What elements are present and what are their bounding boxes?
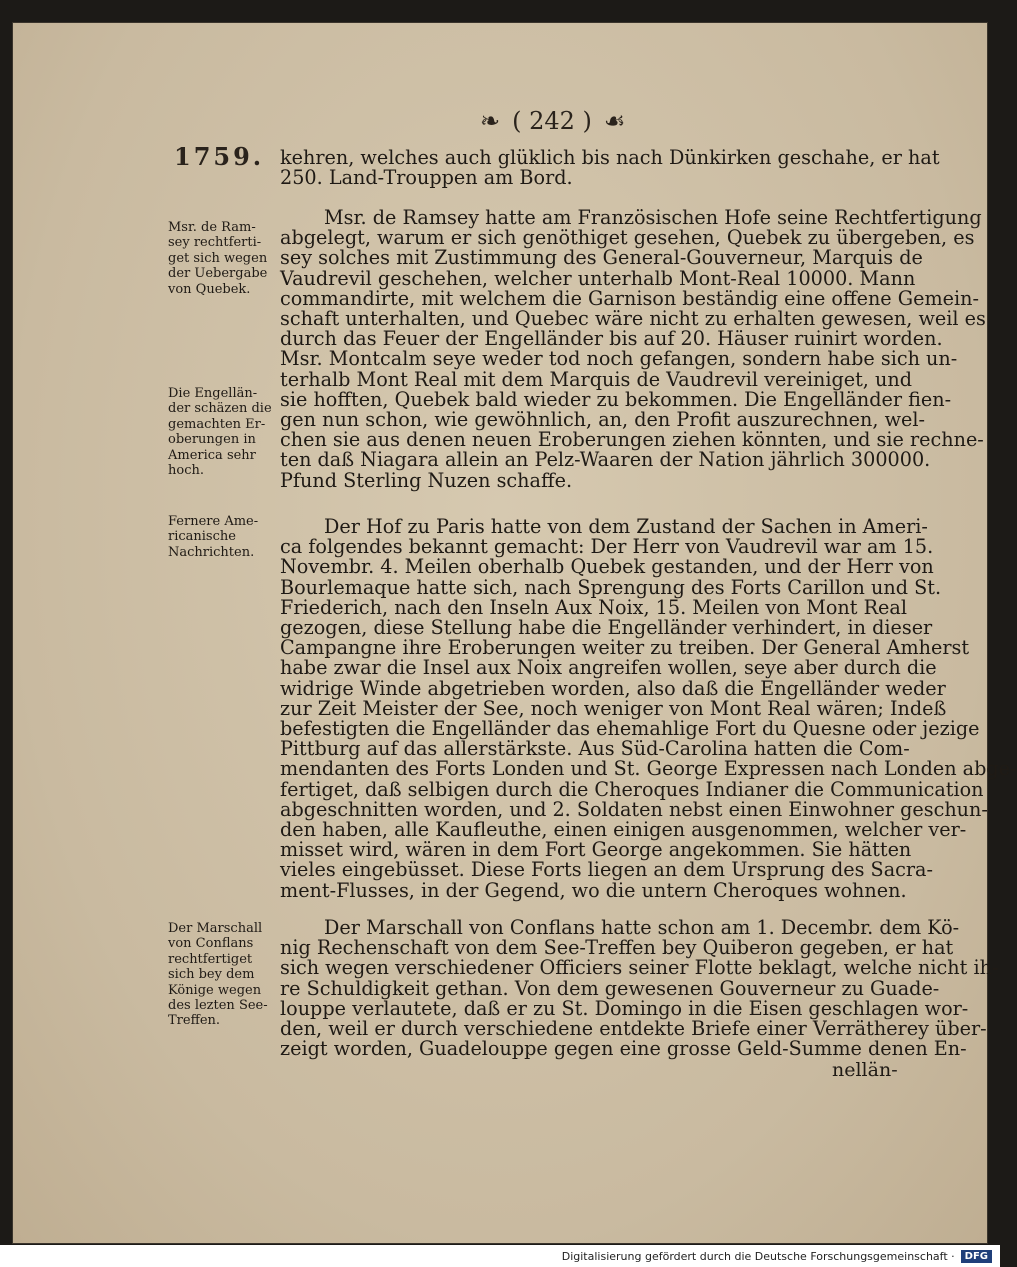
margin-line: ricanische xyxy=(168,529,236,545)
text-line: Campangne ihre Eroberungen weiter zu treiben. Der General Amherst xyxy=(280,636,970,660)
paragraph-continuation xyxy=(280,146,940,190)
text-line: 250. Land-Trouppen am Bord. xyxy=(280,166,573,190)
margin-line: Msr. de Ram- xyxy=(168,220,256,235)
margin-note-ramsey xyxy=(168,220,280,297)
margin-line: der schäzen die xyxy=(168,401,272,417)
text-line: nig Rechenschaft von dem See-Treffen bey Quiberon gegeben, er hat xyxy=(280,936,954,960)
text-line: Friederich, nach den Inseln Aux Noix, 15. Meilen von Mont Real xyxy=(280,595,907,619)
text-line: kehren, welches auch glüklich bis nach Dünkirken geschahe, er hat xyxy=(280,146,940,169)
text-line: zeigt worden, Guadelouppe gegen eine grosse Geld-Summe denen En- xyxy=(280,1037,967,1061)
fleuron-left-icon: ❧ xyxy=(480,107,501,135)
text-line: Der Hof zu Paris hatte von dem Zustand der Sachen in Ameri- xyxy=(324,515,928,538)
text-line: mendanten des Forts Londen und St. George Expressen nach Londen abge- xyxy=(280,757,1017,781)
margin-line: von Quebek. xyxy=(168,281,251,297)
dfg-logo: DFG xyxy=(961,1250,992,1263)
text-line: sey solches mit Zustimmung des General-Gouverneur, Marquis de xyxy=(280,246,923,270)
text-line: terhalb Mont Real mit dem Marquis de Vaudrevil vereiniget, und xyxy=(280,367,912,391)
margin-line: sey rechtferti- xyxy=(168,235,262,251)
margin-line: rechtfertiget xyxy=(168,951,253,967)
paragraph-america xyxy=(280,515,1017,902)
text-line: befestigten die Engelländer das ehemahlige Fort du Quesne oder jezige xyxy=(280,717,980,741)
text-line: habe zwar die Insel aux Noix angreifen wollen, seye aber durch die xyxy=(280,656,937,680)
text-line: durch das Feuer der Engelländer bis auf 20. Häuser ruinirt worden. xyxy=(280,327,943,351)
text-line: widrige Winde abgetrieben worden, also daß die Engelländer weder xyxy=(280,676,946,700)
margin-line: Nachrichten. xyxy=(168,544,255,560)
text-line: schaft unterhalten, und Quebec wäre nicht zu erhalten gewesen, weil es xyxy=(280,307,986,331)
text-line: ca folgendes bekannt gemacht: Der Herr von Vaudrevil war am 15. xyxy=(280,535,934,559)
text-line: gezogen, diese Stellung habe die Engelländer verhindert, in dieser xyxy=(280,616,933,640)
fleuron-right-icon: ☙ xyxy=(603,107,626,135)
paragraph-conflans xyxy=(280,916,999,1061)
margin-line: sich bey dem xyxy=(168,967,255,983)
margin-line: der Uebergabe xyxy=(168,266,268,282)
margin-line: Der Marschall xyxy=(168,921,263,936)
year-marker: 1759. xyxy=(174,142,265,171)
text-line: abgelegt, warum er sich genöthiget gesehen, Quebek zu übergeben, es xyxy=(280,226,975,250)
text-line: Vaudrevil geschehen, welcher unterhalb Mont-Real 10000. Mann xyxy=(280,266,916,290)
text-line: fertiget, daß selbigen durch die Cheroques Indianer die Communication xyxy=(280,777,984,801)
page-number: ( 242 ) xyxy=(512,107,592,135)
text-line: abgeschnitten worden, und 2. Soldaten nebst einen Einwohner geschun- xyxy=(280,797,988,821)
margin-line: von Conflans xyxy=(168,936,254,952)
text-line: sie hofften, Quebek bald wieder zu bekommen. Die Engelländer fien- xyxy=(280,387,952,411)
margin-line: gemachten Er- xyxy=(168,416,266,432)
margin-line: oberungen in xyxy=(168,432,256,448)
text-line: commandirte, mit welchem die Garnison beständig eine offene Gemein- xyxy=(280,286,979,310)
text-line: re Schuldigkeit gethan. Von dem gewesenen Gouverneur zu Guade- xyxy=(280,976,940,1000)
margin-line: Fernere Ame- xyxy=(168,514,259,529)
digitization-footer xyxy=(0,1245,1000,1267)
text-line: Der Marschall von Conflans hatte schon am 1. Decembr. dem Kö- xyxy=(324,916,960,939)
text-line: misset wird, wären in dem Fort George angekommen. Sie hätten xyxy=(280,838,912,862)
text-line: Novembr. 4. Meilen oberhalb Quebek gestanden, und der Herr von xyxy=(280,555,934,579)
margin-line: Die Engellän- xyxy=(168,386,258,401)
margin-line: hoch. xyxy=(168,463,204,479)
text-line: den, weil er durch verschiedene entdekte Briefe einer Verrätherey über- xyxy=(280,1017,987,1041)
text-line: sich wegen verschiedener Officiers seiner Flotte beklagt, welche nicht ih- xyxy=(280,956,999,980)
text-line: louppe verlautete, daß er zu St. Domingo in die Eisen geschlagen wor- xyxy=(280,996,969,1020)
text-line: den haben, alle Kaufleuthe, einen einigen ausgenommen, welcher ver- xyxy=(280,818,967,842)
margin-line: America sehr xyxy=(168,447,256,463)
text-line: Bourlemaque hatte sich, nach Sprengung des Forts Carillon und St. xyxy=(280,575,942,599)
text-line: zur Zeit Meister der See, noch weniger von Mont Real wären; Indeß xyxy=(280,696,947,720)
margin-line: Treffen. xyxy=(168,1013,221,1029)
margin-note-engellaender xyxy=(168,386,280,478)
text-line: Pfund Sterling Nuzen schaffe. xyxy=(280,468,573,492)
margin-line: des lezten See- xyxy=(168,998,268,1014)
text-line: chen sie aus denen neuen Eroberungen ziehen könnten, und sie rechne- xyxy=(280,428,984,452)
footer-credit: Digitalisierung gefördert durch die Deutsche Forschungsgemeinschaft · xyxy=(561,1249,955,1263)
text-line: vieles eingebüsset. Diese Forts liegen an dem Ursprung des Sacra- xyxy=(280,858,933,882)
margin-line: get sich wegen xyxy=(168,250,268,266)
text-line: gen nun schon, wie gewöhnlich, an, den Profit auszurechnen, wel- xyxy=(280,408,925,432)
text-line: Msr. Montcalm seye weder tod noch gefangen, sondern habe sich un- xyxy=(280,347,958,371)
catchword: nellän- xyxy=(832,1059,898,1081)
margin-line: Könige wegen xyxy=(168,982,262,998)
margin-note-americanische xyxy=(168,514,280,560)
text-line: Msr. de Ramsey hatte am Französischen Hofe seine Rechtfertigung xyxy=(324,206,982,229)
margin-note-conflans xyxy=(168,921,280,1029)
paragraph-ramsey xyxy=(280,206,986,492)
text-line: Pittburg auf das allerstärkste. Aus Süd-Carolina hatten die Com- xyxy=(280,737,910,761)
text-line: ment-Flusses, in der Gegend, wo die untern Cheroques wohnen. xyxy=(280,878,907,902)
text-line: ten daß Niagara allein an Pelz-Waaren der Nation jährlich 300000. xyxy=(280,448,931,472)
running-header xyxy=(480,106,625,136)
